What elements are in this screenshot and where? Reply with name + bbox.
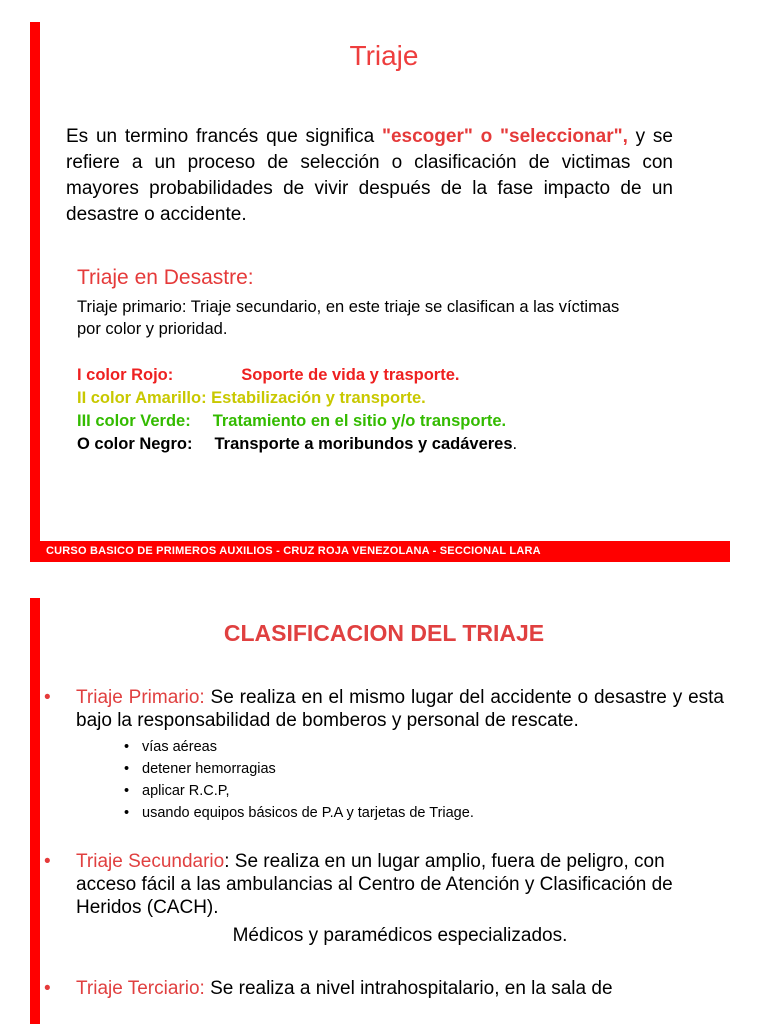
priority-desc: Tratamiento en el sitio y/o transporte. — [212, 412, 507, 430]
slide-title: Triaje — [349, 40, 419, 71]
priority-yellow — [77, 387, 517, 410]
sub-item: • detener hemorragias — [124, 758, 724, 780]
intro-paragraph — [66, 124, 673, 228]
sub-item: • vías aéreas — [124, 736, 724, 758]
bullet-secundario — [44, 850, 724, 919]
footer-text: CURSO BASICO DE PRIMEROS AUXILIOS - CRUZ ROJA VENEZOLANA - SECCIONAL LARA — [46, 545, 541, 557]
bullet-text: Se realiza a nivel intrahospitalario, en la sala de — [204, 978, 613, 999]
priority-green — [77, 410, 517, 433]
slide-clasificacion — [0, 562, 768, 1024]
bullet-lead: Triaje Terciario: — [76, 978, 205, 999]
priority-desc: Estabilización y transporte. — [211, 389, 426, 407]
priority-label: I color Rojo: — [77, 366, 174, 384]
bullet-mark: • — [44, 978, 51, 999]
bullet-mark: • — [44, 851, 51, 872]
bullet-center-note: Médicos y paramédicos especializados. — [232, 925, 568, 946]
intro-text-end: y se refiere a un proceso de selección o clasificación de victimas con mayores probabilidades de vivir después de la fase impacto de un desastre o accidente. — [66, 126, 673, 225]
priority-black — [77, 433, 517, 456]
bullet-text: Se realiza en el mismo lugar del accidente o desastre y esta bajo la responsabilidad de bomberos y personal de rescate. — [76, 687, 724, 731]
slide-left-bar — [30, 22, 40, 550]
color-priority-list — [77, 364, 517, 456]
sub-item: • usando equipos básicos de P.A y tarjetas de Triage. — [124, 802, 724, 824]
slide-title: CLASIFICACION DEL TRIAJE — [223, 620, 545, 646]
bullet-mark: • — [44, 687, 51, 708]
priority-desc: Transporte a moribundos y cadáveres — [214, 435, 513, 453]
section-text: Triaje primario: Triaje secundario, en este triaje se clasifican a las víctimas por color y prioridad. — [77, 298, 620, 338]
sub-item: • aplicar R.C.P, — [124, 780, 724, 802]
bullet-primario — [44, 686, 724, 732]
priority-label: III color Verde: — [77, 412, 191, 430]
bullet-text: : Se realiza en un lugar amplio, fuera de peligro, con acceso fácil a las ambulancias al Centro de Atención y Clasificación de Heridos (CACH). — [76, 851, 673, 918]
priority-desc: Soporte de vida y trasporte. — [241, 366, 460, 384]
priority-label: II color Amarillo: — [77, 389, 207, 407]
bullet-lead: Triaje Primario: — [76, 687, 205, 708]
bullet-lead: Triaje Secundario — [76, 851, 225, 872]
bullet-list — [44, 686, 724, 1000]
priority-label: O color Negro: — [77, 435, 193, 453]
intro-highlight: "escoger" o "seleccionar", — [381, 126, 628, 147]
section-heading: Triaje en Desastre: — [77, 266, 254, 289]
sub-list — [124, 736, 724, 824]
bullet-terciario — [44, 977, 724, 1000]
slide-left-bar — [30, 598, 40, 1024]
priority-tail: . — [512, 435, 518, 453]
intro-text-start: Es un termino francés que significa — [66, 126, 382, 147]
priority-red — [77, 364, 517, 387]
